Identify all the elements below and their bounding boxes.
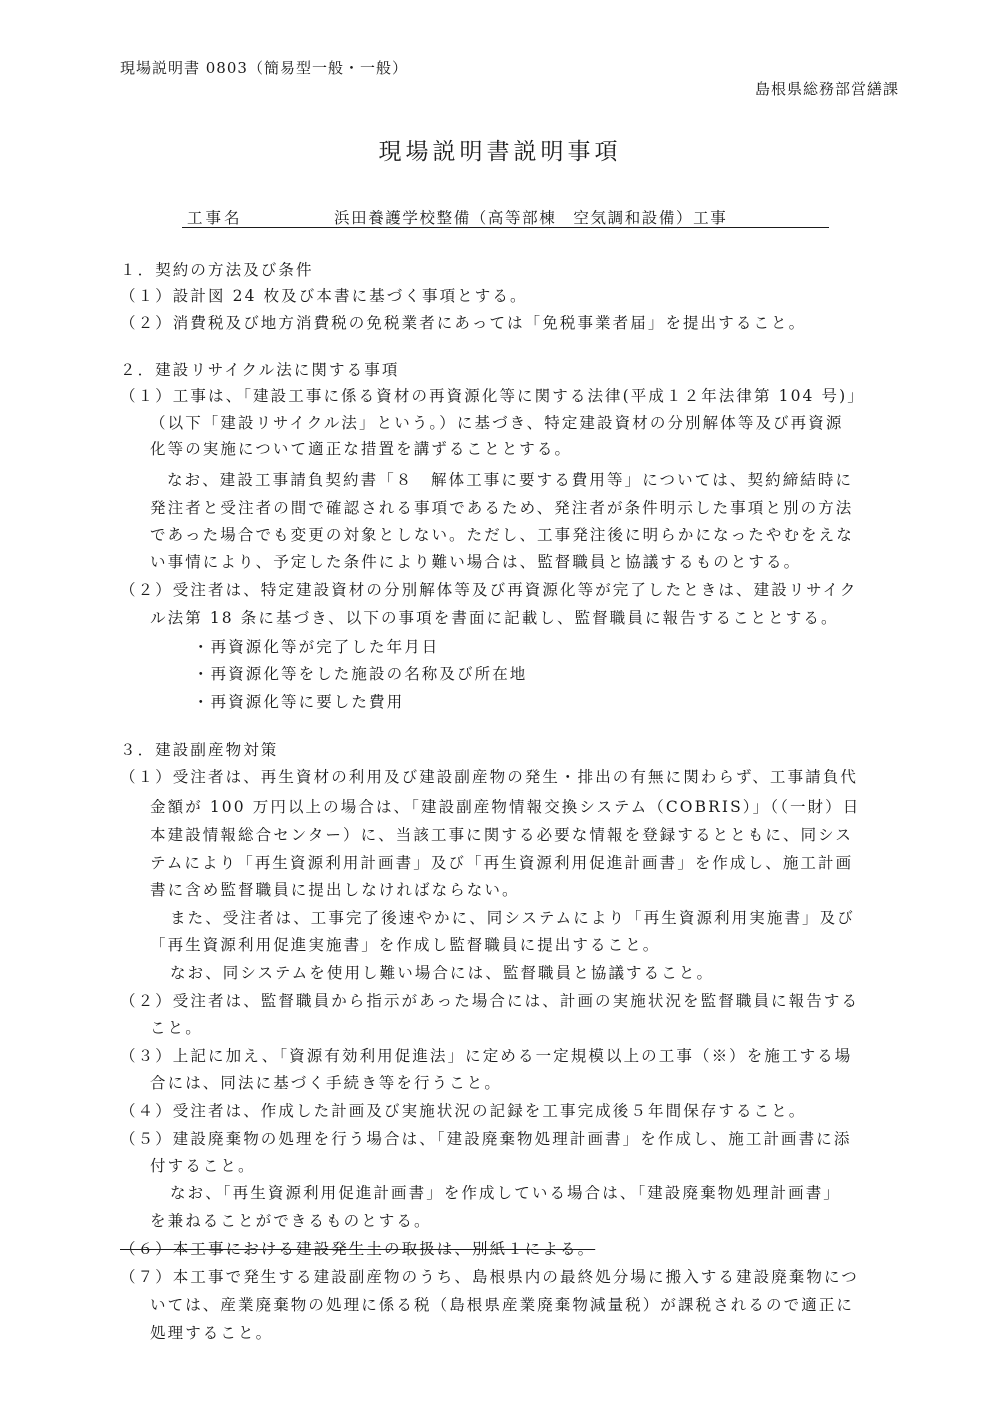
clause-3-6-struck: （６）本工事における建設発生土の取扱は、別紙１による。 [120,1240,596,1258]
clause-2-1-line-6: であった場合でも変更の対象としない。ただし、工事発注後に明らかになったやむをえな [150,526,854,544]
document-id: 現場説明書 0803（簡易型一般・一般） [120,59,408,77]
page-title: 現場説明書説明事項 [378,139,622,165]
clause-2-1-line-1: （１）工事は、「建設工事に係る資材の再資源化等に関する法律(平成１２年法律第 104 号)」 [120,387,865,405]
bullet-item: ・再資源化等に要した費用 [193,693,405,711]
clause-3-1-line-4: テムにより「再生資源利用計画書」及び「再生資源利用促進計画書」を作成し、施工計画 [150,854,854,872]
clause-3-7-line-1: （７）本工事で発生する建設副産物のうち、島根県内の最終処分場に搬入する建設廃棄物につ [120,1268,859,1286]
section-heading-1: １．契約の方法及び条件 [120,261,314,279]
clause-3-1-line-2: 金額が 100 万円以上の場合は、「建設副産物情報交換システム（COBRIS）」（（一財）日 [150,798,861,816]
clause-2-1-line-3: 化等の実施について適正な措置を講ずることとする。 [150,440,573,458]
clause-3-1-line-6: また、受注者は、工事完了後速やかに、同システムにより「再生資源利用実施書」及び [170,909,855,927]
clause-1-1: （１）設計図 24 枚及び本書に基づく事項とする。 [120,287,528,305]
clause-3-3-line-1: （３）上記に加え、「資源有効利用促進法」に定める一定規模以上の工事（※）を施工する場 [120,1047,853,1065]
clause-3-1-line-8: なお、同システムを使用し難い場合には、監督職員と協議すること。 [170,964,715,982]
clause-3-1-line-5: 書に含め監督職員に提出しなければならない。 [150,881,520,899]
clause-3-7-line-3: 処理すること。 [150,1324,274,1342]
clause-3-1-line-7: 「再生資源利用促進実施書」を作成し監督職員に提出すること。 [150,936,661,954]
clause-3-5-line-4: を兼ねることができるものとする。 [150,1212,432,1230]
clause-3-3-line-2: 合には、同法に基づく手続き等を行うこと。 [150,1074,503,1092]
clause-3-2-line-2: こと。 [150,1019,203,1037]
clause-3-4: （４）受注者は、作成した計画及び実施状況の記録を工事完成後５年間保存すること。 [120,1102,807,1120]
section-heading-2: ２．建設リサイクル法に関する事項 [120,361,400,379]
clause-3-2-line-1: （２）受注者は、監督職員から指示があった場合には、計画の実施状況を監督職員に報告する [120,992,860,1010]
clause-3-5-line-3: なお、「再生資源利用促進計画書」を作成している場合は、「建設廃棄物処理計画書」 [170,1184,841,1202]
clause-3-7-line-2: いては、産業廃棄物の処理に係る税（島根県産業廃棄物減量税）が課税されるので適正に [150,1296,855,1314]
work-name: 浜田養護学校整備（高等部棟 空気調和設備）工事 [334,209,728,227]
bullet-item: ・再資源化等をした施設の名称及び所在地 [193,665,528,683]
clause-2-2-line-1: （２）受注者は、特定建設資材の分別解体等及び再資源化等が完了したときは、建設リサイク [120,581,858,599]
clause-2-2-line-2: ル法第 18 条に基づき、以下の事項を書面に記載し、監督職員に報告することとする。 [150,609,839,627]
clause-3-5-line-1: （５）建設廃棄物の処理を行う場合は、「建設廃棄物処理計画書」を作成し、施工計画書に添 [120,1130,852,1148]
work-label: 工事名 [187,209,243,227]
clause-3-1-line-3: 本建設情報総合センター）に、当該工事に関する必要な情報を登録するとともに、同シス [150,826,853,844]
section-heading-3: ３．建設副産物対策 [120,741,279,759]
clause-2-1-line-5: 発注者と受注者の間で確認される事項であるため、発注者が条件明示した事項と別の方法 [150,499,854,517]
clause-2-1-line-4: なお、建設工事請負契約書「８ 解体工事に要する費用等」については、契約締結時に [167,471,854,489]
clause-2-1-line-7: い事情により、予定した条件により難い場合は、監督職員と協議するものとする。 [150,553,802,571]
department-name: 島根県総務部営繕課 [755,80,900,98]
bullet-item: ・再資源化等が完了した年月日 [193,638,440,656]
work-name-row [182,205,829,228]
clause-1-2: （２）消費税及び地方消費税の免税業者にあっては「免税事業者届」を提出すること。 [120,314,807,332]
clause-3-5-line-2: 付すること。 [150,1157,256,1175]
clause-3-1-line-1: （１）受注者は、再生資材の利用及び建設副産物の発生・排出の有無に関わらず、工事請負代 [120,768,858,786]
clause-2-1-line-2: （以下「建設リサイクル法」という。）に基づき、特定建設資材の分別解体等及び再資源 [150,414,844,432]
